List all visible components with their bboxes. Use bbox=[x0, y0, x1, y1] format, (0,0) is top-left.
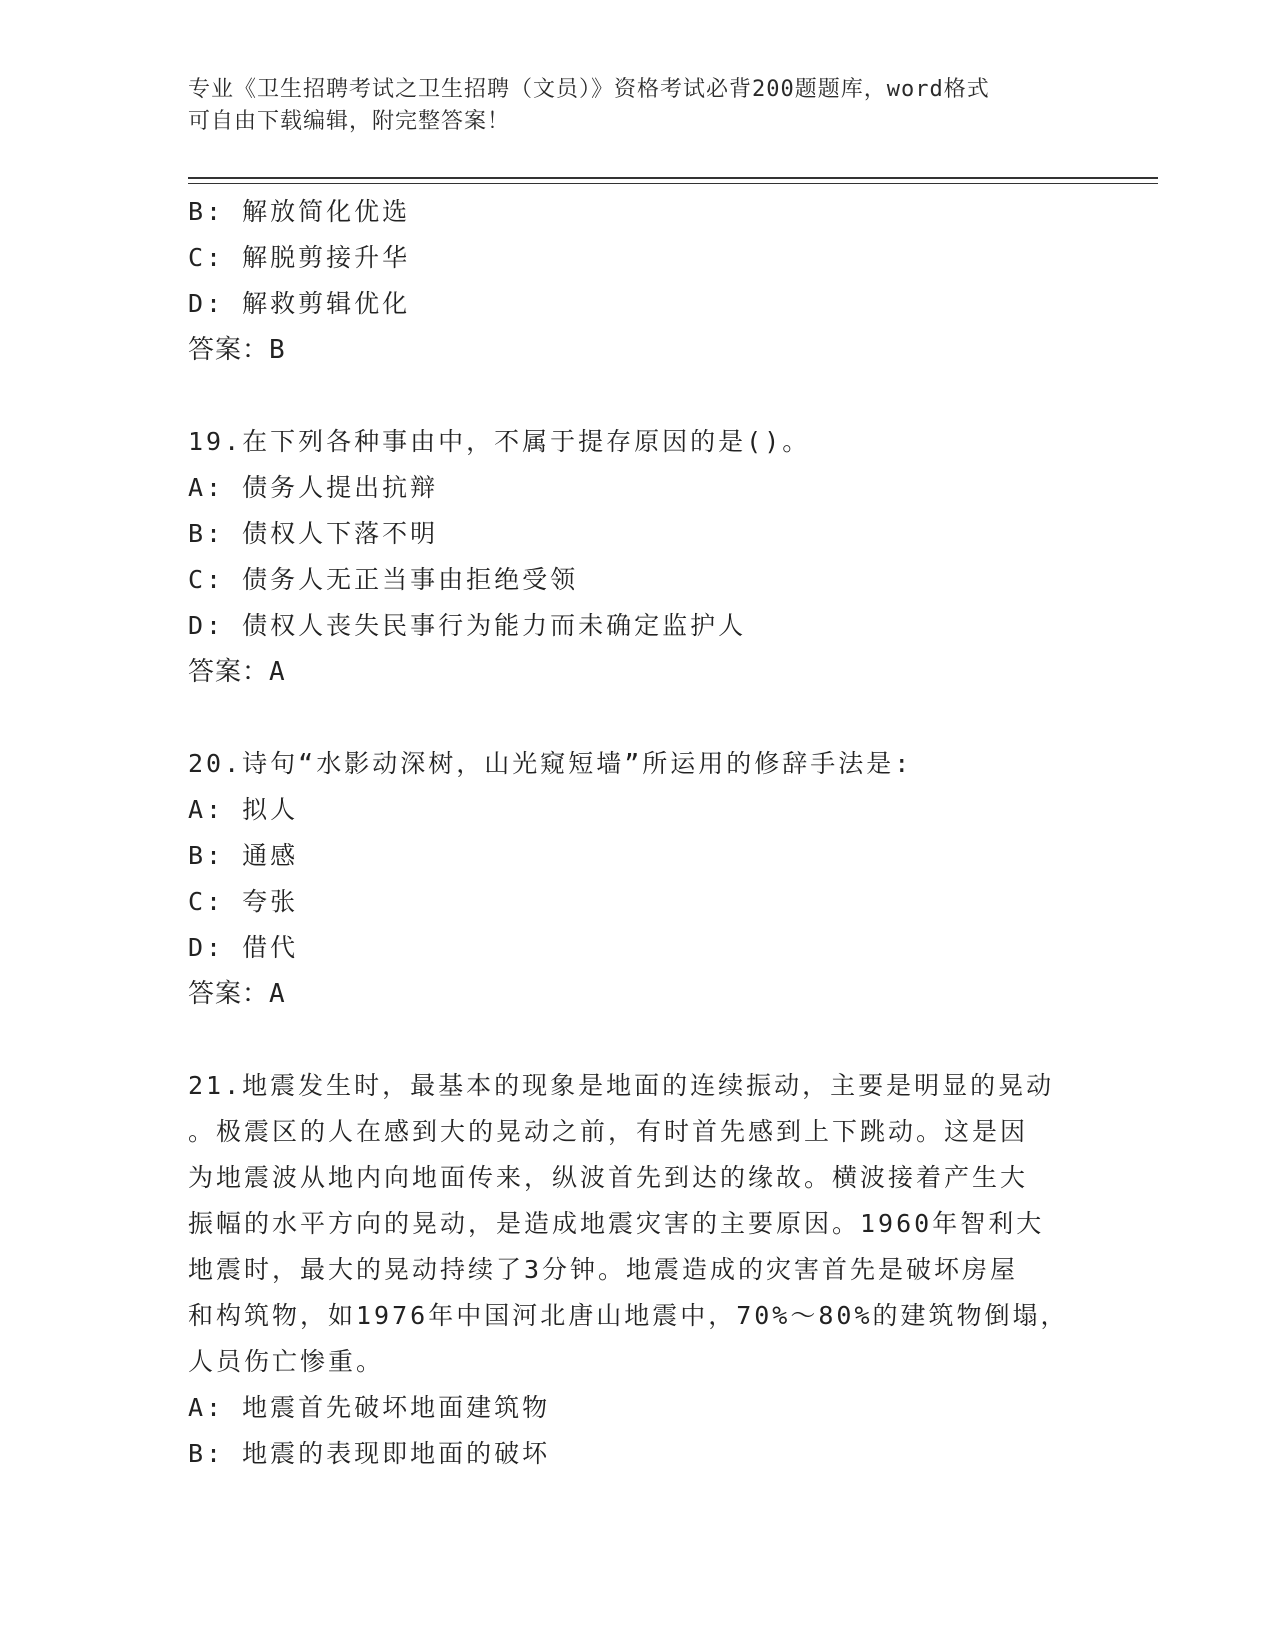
question-18-block bbox=[188, 189, 1088, 373]
document-body bbox=[188, 189, 1088, 1477]
option-a: A: 债务人提出抗辩 bbox=[188, 473, 439, 502]
option-c: C: 夸张 bbox=[188, 887, 299, 916]
option-c: C: 债务人无正当事由拒绝受领 bbox=[188, 565, 579, 594]
question-text-line: 为地震波从地内向地面传来，纵波首先到达的缘故。横波接着产生大 bbox=[188, 1163, 1029, 1192]
option-c: C: 解脱剪接升华 bbox=[188, 243, 411, 272]
option-b: B: 债权人下落不明 bbox=[188, 519, 439, 548]
question-21-block bbox=[188, 1063, 1088, 1477]
option-b: B: 解放简化优选 bbox=[188, 197, 411, 226]
answer-line: 答案：B bbox=[188, 335, 286, 365]
question-text-line: 人员伤亡惨重。 bbox=[188, 1347, 385, 1376]
option-d: D: 借代 bbox=[188, 933, 299, 962]
spacer bbox=[188, 373, 1088, 419]
question-text: 19.在下列各种事由中，不属于提存原因的是()。 bbox=[188, 427, 811, 456]
option-b: B: 通感 bbox=[188, 841, 299, 870]
header-line-1: 专业《卫生招聘考试之卫生招聘（文员）》资格考试必背200题题库，word格式 bbox=[188, 77, 990, 102]
option-b: B: 地震的表现即地面的破坏 bbox=[188, 1439, 551, 1468]
question-text-line: 振幅的水平方向的晃动，是造成地震灾害的主要原因。1960年智利大 bbox=[188, 1209, 1045, 1238]
header-rule-thick bbox=[188, 177, 1158, 179]
question-text: 20.诗句“水影动深树，山光窥短墙”所运用的修辞手法是: bbox=[188, 749, 913, 778]
question-20-block bbox=[188, 741, 1088, 1017]
question-text-line: 地震时，最大的晃动持续了3分钟。地震造成的灾害首先是破坏房屋 bbox=[188, 1255, 1019, 1284]
question-text-line: 和构筑物，如1976年中国河北唐山地震中，70%～80%的建筑物倒塌， bbox=[188, 1301, 1069, 1330]
option-a: A: 拟人 bbox=[188, 795, 299, 824]
answer-line: 答案：A bbox=[188, 979, 286, 1009]
spacer bbox=[188, 695, 1088, 741]
option-a: A: 地震首先破坏地面建筑物 bbox=[188, 1393, 551, 1422]
header-line-2: 可自由下载编辑，附完整答案！ bbox=[188, 109, 511, 134]
document-header bbox=[188, 74, 1068, 138]
option-d: D: 债权人丧失民事行为能力而未确定监护人 bbox=[188, 611, 747, 640]
question-text-line: 。极震区的人在感到大的晃动之前，有时首先感到上下跳动。这是因 bbox=[188, 1117, 1029, 1146]
answer-line: 答案：A bbox=[188, 657, 286, 687]
question-text-line: 21.地震发生时，最基本的现象是地面的连续振动，主要是明显的晃动 bbox=[188, 1071, 1055, 1100]
header-rule-thin bbox=[188, 183, 1158, 184]
question-19-block bbox=[188, 419, 1088, 695]
option-d: D: 解救剪辑优化 bbox=[188, 289, 411, 318]
spacer bbox=[188, 1017, 1088, 1063]
